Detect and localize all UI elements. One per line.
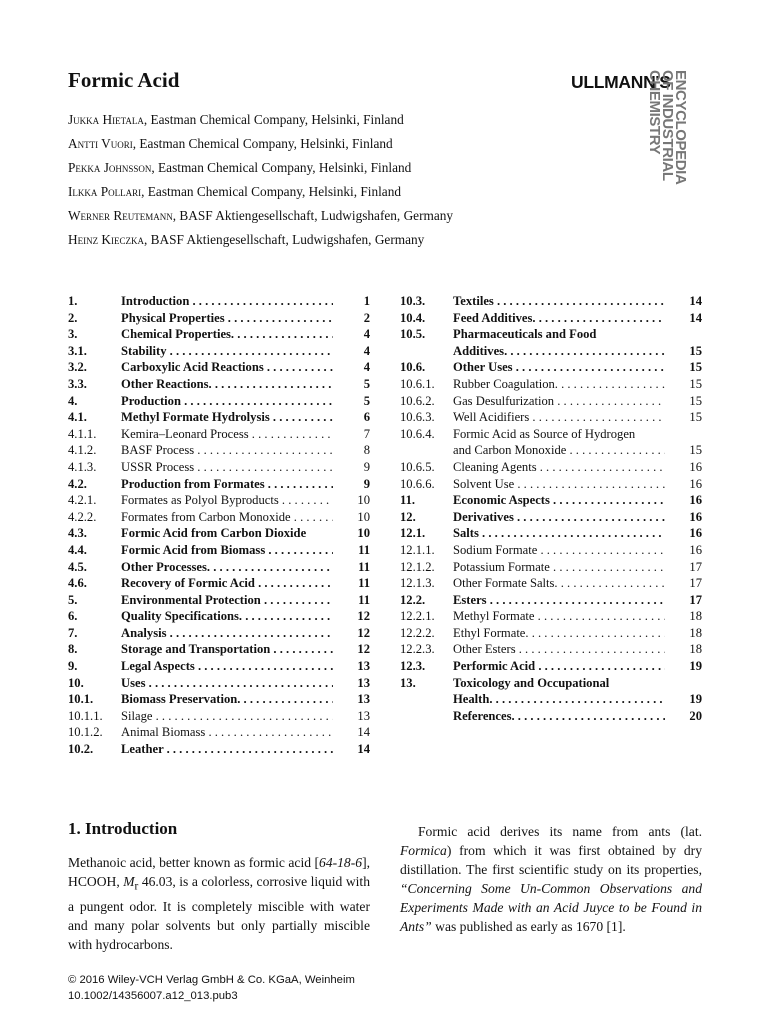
toc-entry-number: 9. (68, 659, 78, 674)
toc-entry-number: 3.1. (68, 343, 87, 358)
toc-entry[interactable] (68, 708, 370, 725)
toc-entry[interactable] (400, 376, 702, 393)
toc-entry[interactable] (400, 509, 702, 526)
toc-entry-page: 4 (363, 360, 370, 375)
toc-entry-page: 15 (689, 376, 702, 391)
toc-entry-title: Kemira–Leonard Process . . . (121, 426, 333, 443)
article-title: Formic Acid (68, 68, 180, 92)
toc-entry-title: Recovery of Formic Acid . . . (121, 575, 333, 592)
toc-entry-page: 5 (363, 393, 370, 408)
toc-entry-number: 4.3. (68, 526, 87, 541)
toc-entry[interactable] (68, 409, 370, 426)
cas-number: 64-18-6 (319, 855, 363, 870)
intro-text: ], HCOOH, (68, 855, 370, 889)
intro-text: Formic acid derives its name from ants (lat. (418, 824, 702, 839)
toc-entry-number: 4.6. (68, 576, 87, 591)
toc-entry-number: 12.3. (400, 659, 426, 674)
footer (68, 972, 355, 1004)
toc-entry-page: 16 (689, 542, 702, 557)
toc-entry-number: 10.1.2. (68, 725, 103, 740)
toc-entry[interactable] (400, 492, 702, 509)
toc-entry-page: 19 (689, 692, 702, 707)
toc-entry-number: 4.1. (68, 410, 87, 425)
toc-entry-page: 13 (357, 708, 370, 723)
toc-entry-page: 14 (357, 725, 370, 740)
toc-entry[interactable] (400, 409, 702, 426)
toc-entry-page: 14 (689, 294, 702, 308)
toc-entry[interactable] (400, 442, 702, 459)
toc-entry-number: 3.3. (68, 376, 87, 391)
toc-entry-page: 12 (357, 625, 370, 640)
toc-right-column (400, 293, 702, 724)
author-affiliation: , BASF Aktiengesellschaft, Ludwigshafen, Germany (172, 208, 454, 223)
toc-entry-title: Other Processes. . . . (121, 559, 333, 576)
toc-entry-page: 20 (689, 708, 702, 723)
toc-entry-number: 10. (68, 675, 84, 690)
intro-text: 46.03, is a colorless, corrosive liquid with a pungent odor. It is completely miscible with water and many polar solvents but only partially miscible with hydrocarbons. (68, 874, 370, 952)
toc-entry-page: 16 (689, 493, 702, 508)
toc-entry-number: 10.4. (400, 310, 426, 325)
toc-entry-page: 4 (363, 343, 370, 358)
toc-entry-number: 11. (400, 493, 416, 508)
toc-entry-page: 11 (358, 542, 370, 557)
toc-entry[interactable] (400, 708, 702, 725)
logo-vertical-col2: OF INDUSTRIAL (659, 70, 676, 181)
toc-entry-title: Performic Acid . . . (453, 658, 665, 675)
toc-entry[interactable] (68, 509, 370, 526)
author-affiliation: , Eastman Chemical Company, Helsinki, Finland (132, 136, 393, 151)
toc-entry-title: Formic Acid as Source of Hydrogen (453, 426, 636, 441)
toc-entry[interactable] (400, 359, 702, 376)
logo-main-text: ULLMANN'S (571, 72, 671, 92)
toc-entry-title: Storage and Transportation . . . (121, 641, 333, 658)
toc-entry-title: Gas Desulfurization . . . (453, 393, 665, 410)
section-heading-introduction: 1. Introduction (68, 819, 178, 838)
toc-entry-title: Other Reactions. . . . (121, 376, 333, 393)
toc-entry-number: 12.1. (400, 526, 426, 541)
toc-entry-number: 12.1.3. (400, 576, 435, 591)
author-line (68, 159, 453, 183)
toc-entry-title: Methyl Formate Hydrolysis . . . (121, 409, 333, 426)
toc-entry-number: 12. (400, 509, 416, 524)
toc-entry-title: Rubber Coagulation. . . . (453, 376, 665, 393)
logo-vertical-col3: CHEMISTRY (646, 70, 663, 155)
author-name: Pekka Johnsson (68, 160, 152, 175)
toc-entry[interactable] (68, 542, 370, 559)
toc-entry-title: Analysis . . . (121, 625, 333, 642)
toc-entry[interactable] (400, 293, 702, 310)
toc-entry-page: 18 (689, 625, 702, 640)
toc-entry-title: Production . . . (121, 393, 333, 410)
toc-entry[interactable] (68, 525, 370, 542)
toc-entry-page: 15 (689, 393, 702, 408)
toc-entry[interactable] (400, 393, 702, 410)
toc-entry-number: 2. (68, 310, 78, 325)
intro-paragraph-left (68, 853, 370, 954)
toc-entry-number: 10.1.1. (68, 708, 103, 723)
toc-entry-title: Toxicology and Occupational (453, 675, 610, 690)
toc-entry-number: 4.1.2. (68, 443, 97, 458)
logo-vertical-col1: ENCYCLOPEDIA (672, 70, 689, 185)
toc-entry-title: USSR Process . . . (121, 459, 333, 476)
toc-entry-page: 6 (363, 410, 370, 425)
toc-entry-title: Other Formate Salts. . . . (453, 575, 665, 592)
toc-entry[interactable] (400, 625, 702, 642)
toc-entry-page: 14 (357, 742, 370, 757)
toc-entry-number: 4.1.1. (68, 426, 97, 441)
toc-entry-page: 17 (689, 559, 702, 574)
toc-entry[interactable] (68, 675, 370, 692)
toc-entry-page: 13 (357, 692, 370, 707)
toc-entry-number: 4. (68, 393, 78, 408)
toc-entry-number: 3. (68, 327, 78, 342)
author-line (68, 207, 453, 231)
toc-entry-page: 15 (689, 343, 702, 358)
toc-entry-number: 7. (68, 625, 78, 640)
toc-entry-page: 15 (689, 443, 702, 458)
toc-entry-title: Additives. . . . (453, 343, 665, 360)
toc-entry-page: 5 (363, 376, 370, 391)
toc-entry-page: 17 (689, 592, 702, 607)
toc-entry[interactable] (68, 691, 370, 708)
toc-entry-page: 16 (689, 509, 702, 524)
toc-entry-title: Sodium Formate . . . (453, 542, 665, 559)
toc-entry-number: 13. (400, 675, 416, 690)
toc-entry-title: Other Uses . . . (453, 359, 665, 376)
toc-entry-title: Legal Aspects . . . (121, 658, 333, 675)
toc-entry-title: Environmental Protection . . . (121, 592, 333, 609)
toc-entry-title: Stability . . . (121, 343, 333, 360)
toc-entry[interactable] (400, 691, 702, 708)
molar-mass-subscript: r (134, 880, 139, 893)
toc-entry-page: 9 (363, 459, 370, 474)
toc-entry[interactable] (68, 393, 370, 410)
toc-entry-number: 8. (68, 642, 78, 657)
author-name: Werner Reutemann (68, 208, 173, 223)
author-name: Ilkka Pollari (68, 184, 142, 199)
toc-entry-title: Physical Properties . . . (121, 310, 333, 327)
toc-entry-number: 4.2.2. (68, 509, 97, 524)
toc-entry[interactable] (400, 675, 702, 692)
toc-entry-number: 10.6.5. (400, 459, 435, 474)
toc-entry-page: 9 (363, 476, 370, 491)
toc-entry-page: 13 (357, 675, 370, 690)
toc-entry-number: 12.2.3. (400, 642, 435, 657)
intro-paragraph-right (400, 822, 702, 936)
author-affiliation: , BASF Aktiengesellschaft, Ludwigshafen, Germany (144, 232, 425, 247)
toc-entry[interactable] (400, 326, 702, 343)
toc-entry[interactable] (68, 343, 370, 360)
toc-entry-title: Textiles . . . (453, 293, 665, 310)
author-affiliation: , Eastman Chemical Company, Helsinki, Finland (143, 112, 404, 127)
copyright-line: © 2016 Wiley-VCH Verlag GmbH & Co. KGaA, Weinheim (68, 974, 355, 986)
toc-entry[interactable] (400, 559, 702, 576)
toc-entry-title: Feed Additives. . . . (453, 310, 665, 327)
toc-entry-page: 2 (363, 310, 370, 325)
toc-entry-page: 11 (358, 559, 370, 574)
author-affiliation: , Eastman Chemical Company, Helsinki, Finland (151, 160, 412, 175)
toc-left-column (68, 293, 370, 758)
toc-entry[interactable] (68, 608, 370, 625)
toc-entry-title: Quality Specifications. . . . (121, 608, 333, 625)
toc-entry-page: 18 (689, 642, 702, 657)
toc-entry-page: 15 (689, 360, 702, 375)
toc-entry[interactable] (400, 575, 702, 592)
toc-entry-number: 12.2.2. (400, 625, 435, 640)
toc-entry[interactable] (68, 376, 370, 393)
toc-entry[interactable] (400, 592, 702, 609)
toc-entry[interactable] (68, 310, 370, 327)
toc-entry-page: 7 (363, 426, 370, 441)
toc-entry-page: 11 (358, 592, 370, 607)
toc-entry[interactable] (68, 476, 370, 493)
toc-entry-title: Introduction . . . (121, 293, 333, 310)
toc-entry-page: 10 (357, 509, 370, 524)
toc-entry-page: 11 (358, 576, 370, 591)
author-name: Jukka Hietala (68, 112, 144, 127)
toc-entry[interactable] (400, 476, 702, 493)
toc-entry[interactable] (68, 293, 370, 310)
toc-entry-title: Other Esters . . . (453, 641, 665, 658)
author-line (68, 135, 453, 159)
historic-title-quote: “Concerning Some Un-Common Observations and Experiments Made with an Acid Juyce to be Found in Ants” (400, 881, 702, 934)
toc-entry-title: Uses . . . (121, 675, 333, 692)
toc-entry[interactable] (68, 426, 370, 443)
author-name: Heinz Kieczka (68, 232, 145, 247)
toc-entry-number: 12.2.1. (400, 609, 435, 624)
toc-entry-number: 4.4. (68, 542, 87, 557)
toc-entry[interactable] (68, 459, 370, 476)
toc-entry[interactable] (68, 625, 370, 642)
toc-entry[interactable] (400, 658, 702, 675)
toc-entry-title: Formic Acid from Biomass . . . (121, 542, 333, 559)
toc-entry-number: 10.6.1. (400, 376, 435, 391)
toc-entry-number: 10.1. (68, 692, 94, 707)
toc-entry-page: 19 (689, 659, 702, 674)
toc-entry-number: 5. (68, 592, 78, 607)
toc-entry-number: 1. (68, 294, 78, 308)
toc-entry[interactable] (400, 459, 702, 476)
toc-entry-number: 4.1.3. (68, 459, 97, 474)
toc-entry[interactable] (68, 359, 370, 376)
author-list (68, 111, 453, 255)
toc-entry[interactable] (400, 542, 702, 559)
toc-entry[interactable] (400, 310, 702, 327)
toc-entry-title: Formates as Polyol Byproducts . . . (121, 492, 333, 509)
toc-entry[interactable] (68, 326, 370, 343)
author-affiliation: , Eastman Chemical Company, Helsinki, Finland (141, 184, 402, 199)
toc-entry-number: 12.1.1. (400, 542, 435, 557)
intro-text: ) from which it was first obtained by dry distillation. The first scientific study on its properties, (400, 843, 702, 877)
toc-entry-number: 6. (68, 609, 78, 624)
toc-entry-page: 10 (357, 493, 370, 508)
toc-entry[interactable] (400, 608, 702, 625)
toc-entry-number: 12.2. (400, 592, 426, 607)
toc-entry-title: Esters . . . (453, 592, 665, 609)
toc-entry-number: 4.2.1. (68, 493, 97, 508)
toc-entry-title: Chemical Properties. . . . (121, 326, 333, 343)
toc-entry-number: 4.5. (68, 559, 87, 574)
toc-entry[interactable] (68, 492, 370, 509)
author-name: Antti Vuori (68, 136, 133, 151)
toc-entry-number: 10.6. (400, 360, 426, 375)
author-line (68, 111, 453, 135)
toc-entry-title: Derivatives . . . (453, 509, 665, 526)
toc-entry-title: Health. . . . (453, 691, 665, 708)
toc-entry-title: Economic Aspects . . . (453, 492, 665, 509)
toc-entry-page: 4 (363, 327, 370, 342)
toc-entry-page: 13 (357, 659, 370, 674)
toc-entry-title: Well Acidifiers . . . (453, 409, 665, 426)
toc-entry-title: Biomass Preservation. . . . (121, 691, 333, 708)
intro-text: Methanoic acid, better known as formic acid [ (68, 855, 320, 870)
latin-term: Formica (400, 843, 447, 858)
toc-entry[interactable] (68, 575, 370, 592)
toc-entry-title: Pharmaceuticals and Food (453, 327, 597, 342)
toc-entry-title: Solvent Use . . . (453, 476, 665, 493)
toc-entry-page: 8 (363, 443, 370, 458)
toc-entry[interactable] (400, 641, 702, 658)
toc-entry-number: 12.1.2. (400, 559, 435, 574)
author-line (68, 183, 453, 207)
toc-entry[interactable] (68, 641, 370, 658)
toc-entry-title: Carboxylic Acid Reactions . . . (121, 359, 333, 376)
toc-entry-page: 14 (689, 310, 702, 325)
toc-entry-title: Animal Biomass . . . (121, 724, 333, 741)
toc-entry-number: 10.6.3. (400, 410, 435, 425)
toc-entry-page: 17 (689, 576, 702, 591)
toc-entry-number: 4.2. (68, 476, 87, 491)
toc-entry-page: 18 (689, 609, 702, 624)
toc-entry-number: 10.6.6. (400, 476, 435, 491)
toc-entry[interactable] (68, 442, 370, 459)
toc-entry[interactable] (68, 724, 370, 741)
toc-entry-page: 10 (357, 526, 370, 541)
toc-entry-number: 10.5. (400, 327, 426, 342)
toc-entry-title: Salts . . . (453, 525, 665, 542)
toc-entry[interactable] (400, 343, 702, 360)
toc-entry[interactable] (400, 426, 702, 443)
toc-entry-title: Silage . . . (121, 708, 333, 725)
toc-entry-page: 12 (357, 609, 370, 624)
toc-entry-title: Cleaning Agents . . . (453, 459, 665, 476)
doi-line: 10.1002/14356007.a12_013.pub3 (68, 990, 238, 1002)
toc-entry-number: 10.2. (68, 742, 94, 757)
toc-entry-page: 15 (689, 410, 702, 425)
molar-mass-symbol: M (123, 874, 135, 889)
toc-entry-number: 10.6.4. (400, 426, 435, 441)
toc-entry-page: 1 (363, 294, 370, 308)
toc-entry-title: Methyl Formate . . . (453, 608, 665, 625)
toc-entry-page: 16 (689, 476, 702, 491)
toc-entry-title: References. . . . (453, 708, 665, 725)
toc-entry-title: Leather . . . (121, 741, 333, 758)
author-line (68, 231, 453, 255)
toc-entry[interactable] (68, 592, 370, 609)
toc-entry-page: 16 (689, 526, 702, 541)
toc-entry-page: 16 (689, 459, 702, 474)
toc-entry[interactable] (68, 559, 370, 576)
toc-entry-page: 12 (357, 642, 370, 657)
toc-entry-number: 3.2. (68, 360, 87, 375)
toc-entry[interactable] (68, 741, 370, 758)
toc-entry-title: Production from Formates . . . (121, 476, 333, 493)
intro-text: was published as early as 1670 [1]. (431, 919, 626, 934)
toc-entry-number: 10.3. (400, 294, 426, 308)
ullmanns-logo (571, 70, 701, 210)
toc-entry-title: Formic Acid from Carbon Dioxide (121, 526, 307, 541)
toc-entry[interactable] (68, 658, 370, 675)
toc-entry-number: 10.6.2. (400, 393, 435, 408)
toc-entry-title: BASF Process . . . (121, 442, 333, 459)
toc-entry-title: and Carbon Monoxide . . . (453, 442, 665, 459)
toc-entry[interactable] (400, 525, 702, 542)
toc-entry-title: Potassium Formate . . . (453, 559, 665, 576)
toc-entry-title: Ethyl Formate. . . . (453, 625, 665, 642)
toc-entry-title: Formates from Carbon Monoxide . . . (121, 509, 333, 526)
